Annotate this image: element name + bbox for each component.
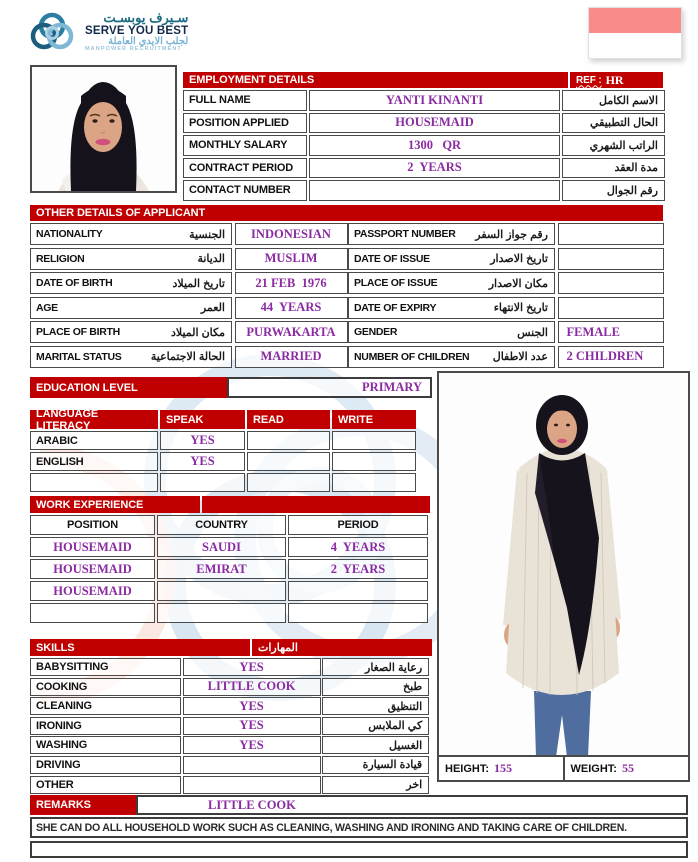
skills-section: [30, 639, 432, 794]
field-label: NATIONALITY: [36, 228, 103, 240]
field-label: FULL NAME: [183, 90, 307, 111]
skill-value: LITTLE COOK: [183, 678, 321, 696]
weight-value: 55: [621, 761, 634, 775]
employment-details-header: EMPLOYMENT DETAILS: [183, 72, 568, 88]
indonesia-flag: [588, 7, 682, 59]
skill-label: BABYSITTING: [30, 658, 181, 676]
speak-header: SPEAK: [160, 410, 245, 429]
field-value: FEMALE: [558, 321, 664, 343]
experience-country: SAUDI: [157, 537, 286, 557]
field-value: [558, 272, 664, 294]
field-value: YANTI KINANTI: [309, 90, 560, 111]
education-level-label: EDUCATION LEVEL: [30, 377, 227, 398]
read-value: [247, 473, 330, 492]
agency-tagline-arabic: لجلب الايدي العاملة: [108, 35, 189, 47]
height-field: [439, 757, 565, 780]
period-header: PERIOD: [288, 515, 428, 535]
field-value: MARRIED: [235, 346, 348, 368]
speak-value: YES: [160, 452, 245, 471]
remarks-row: [30, 795, 688, 815]
agency-name-english: SERVE YOU BEST: [85, 24, 189, 37]
applicant-fullbody-photo: [437, 371, 690, 782]
field-label: GENDER: [354, 326, 398, 338]
field-label-arabic: مدة العقد: [562, 158, 665, 179]
field-label: DATE OF BIRTH: [36, 277, 113, 289]
field-label: PASSPORT NUMBER: [354, 228, 456, 240]
skills-header-arabic: المهارات: [252, 639, 432, 656]
field-label-arabic: الحال التطبيقي: [562, 113, 665, 134]
country-header: COUNTRY: [157, 515, 286, 535]
remarks-note: SHE CAN DO ALL HOUSEHOLD WORK SUCH AS CLEANING, WASHING AND IRONING AND TAKING CARE OF CHILDREN.: [36, 821, 627, 834]
field-label-arabic: مكان الاصدار: [488, 277, 548, 290]
skill-label: WASHING: [30, 736, 181, 754]
field-value: HOUSEMAID: [309, 113, 560, 134]
field-label-arabic: الجنسية: [189, 228, 225, 241]
weight-field: [565, 757, 689, 780]
language-name: ENGLISH: [30, 452, 158, 471]
write-value: [332, 473, 416, 492]
applicant-portrait-photo: [30, 65, 177, 193]
field-label: RELIGION: [36, 252, 85, 265]
agency-tagline-english: MANPOWER RECRUITMENT: [85, 46, 182, 53]
agency-logo-icon: [26, 6, 78, 58]
agency-logo: [26, 6, 188, 58]
experience-period: [288, 581, 428, 601]
remarks-value: LITTLE COOK: [136, 795, 688, 815]
skill-label-arabic: قيادة السيارة: [322, 756, 429, 774]
skill-label: OTHER: [30, 776, 181, 794]
education-level-row: [30, 377, 432, 398]
ref-label: REF :: [576, 74, 602, 86]
work-experience-section: [30, 496, 430, 623]
language-name: [30, 473, 158, 492]
work-experience-header-extension: [202, 496, 430, 513]
skill-value: YES: [183, 736, 321, 754]
skill-label-arabic: كي الملابس: [322, 717, 429, 735]
experience-period: 2 YEARS: [288, 559, 428, 579]
agency-name-arabic: سـيرف يوبسـت: [103, 10, 189, 26]
field-label: PLACE OF ISSUE: [354, 277, 438, 289]
skill-label: IRONING: [30, 717, 181, 735]
empty-bottom-row: [30, 841, 688, 858]
speak-value: [160, 473, 245, 492]
agency-logo-text: [85, 11, 188, 53]
remarks-header: REMARKS: [30, 795, 136, 815]
read-value: [247, 431, 330, 450]
field-value: 2 YEARS: [309, 158, 560, 179]
work-experience-header: WORK EXPERIENCE: [30, 496, 200, 513]
field-label-arabic: الاسم الكامل: [562, 90, 665, 111]
field-label-arabic: رقم الجوال: [562, 180, 665, 201]
field-label: CONTACT NUMBER: [183, 180, 307, 201]
field-label-arabic: الجنس: [517, 326, 548, 339]
skill-value: YES: [183, 717, 321, 735]
field-label: AGE: [36, 301, 58, 314]
field-value: [558, 248, 664, 270]
height-value: 155: [494, 761, 512, 775]
speak-value: YES: [160, 431, 245, 450]
flag-red-band: [589, 8, 681, 33]
experience-position: HOUSEMAID: [30, 537, 155, 557]
skill-value: YES: [183, 697, 321, 715]
field-label: NUMBER OF CHILDREN: [354, 350, 470, 363]
experience-position: [30, 603, 155, 623]
field-label: DATE OF EXPIRY: [354, 301, 437, 314]
field-label: MONTHLY SALARY: [183, 135, 307, 156]
field-value: [558, 297, 664, 319]
skill-value: [183, 756, 321, 774]
language-literacy-header: LANGUAGE LITERACY: [30, 410, 158, 429]
other-details-left-table: [30, 223, 348, 368]
position-header: POSITION: [30, 515, 155, 535]
write-header: WRITE: [332, 410, 416, 429]
fullbody-illustration: [439, 373, 688, 757]
write-value: [332, 431, 416, 450]
field-value: 44 YEARS: [235, 297, 348, 319]
experience-country: EMIRAT: [157, 559, 286, 579]
other-details-header: OTHER DETAILS OF APPLICANT: [30, 205, 663, 221]
field-value: [558, 223, 664, 245]
remarks-note-row: [30, 817, 688, 838]
experience-period: 4 YEARS: [288, 537, 428, 557]
experience-country: [157, 603, 286, 623]
field-value: 1300 QR: [309, 135, 560, 156]
field-label-arabic: الديانة: [197, 253, 225, 265]
language-literacy-section: [30, 407, 418, 492]
field-label-arabic: مكان الميلاد: [170, 326, 225, 339]
skills-header: SKILLS: [30, 639, 250, 656]
field-label-arabic: عدد الاطفال: [492, 351, 548, 363]
field-label-arabic: الراتب الشهري: [562, 135, 665, 156]
other-details-right-table: [348, 223, 664, 368]
field-label-arabic: رقم جواز السفر: [475, 228, 548, 241]
skill-label-arabic: اخر: [322, 776, 429, 794]
height-weight-row: [439, 755, 688, 780]
experience-position: HOUSEMAID: [30, 581, 155, 601]
skill-label-arabic: الغسيل: [322, 736, 429, 754]
read-value: [247, 452, 330, 471]
field-label-arabic: تاريخ الانتهاء: [493, 302, 548, 314]
field-label: POSITION APPLIED: [183, 113, 307, 134]
field-label: MARITAL STATUS: [36, 350, 122, 363]
height-label: HEIGHT:: [445, 762, 489, 775]
ref-value: HR: [605, 72, 624, 87]
write-value: [332, 452, 416, 471]
experience-period: [288, 603, 428, 623]
experience-country: [157, 581, 286, 601]
skill-label: CLEANING: [30, 697, 181, 715]
field-label: CONTRACT PERIOD: [183, 158, 307, 179]
field-value: PURWAKARTA: [235, 321, 348, 343]
experience-position: HOUSEMAID: [30, 559, 155, 579]
field-label: PLACE OF BIRTH: [36, 326, 120, 338]
skill-label-arabic: رعاية الصغار: [322, 658, 429, 676]
language-name: ARABIC: [30, 431, 158, 450]
read-header: READ: [247, 410, 330, 429]
skill-label-arabic: التنظيق: [322, 697, 429, 715]
employment-details-section: [183, 72, 663, 201]
field-value: [309, 180, 560, 201]
field-value: INDONESIAN: [235, 223, 348, 245]
skill-label-arabic: طبخ: [322, 678, 429, 696]
field-label-arabic: تاريخ الميلاد: [172, 277, 225, 290]
field-value: 2 CHILDREN: [558, 346, 664, 368]
skill-value: [183, 776, 321, 794]
weight-label: WEIGHT:: [570, 762, 617, 775]
skill-label: DRIVING: [30, 756, 181, 774]
skill-label: COOKING: [30, 678, 181, 696]
field-label-arabic: العمر: [200, 302, 225, 314]
field-label-arabic: الحالة الاجتماعية: [150, 351, 225, 363]
field-value: MUSLIM: [235, 248, 348, 270]
portrait-illustration: [32, 67, 175, 191]
skill-value: YES: [183, 658, 321, 676]
field-label: DATE OF ISSUE: [354, 252, 430, 265]
employment-ref: [570, 72, 663, 88]
field-value: 21 FEB 1976: [235, 272, 348, 294]
education-level-value: PRIMARY: [227, 377, 432, 398]
flag-white-band: [589, 33, 681, 58]
field-label-arabic: تاريخ الاصدار: [490, 253, 548, 265]
